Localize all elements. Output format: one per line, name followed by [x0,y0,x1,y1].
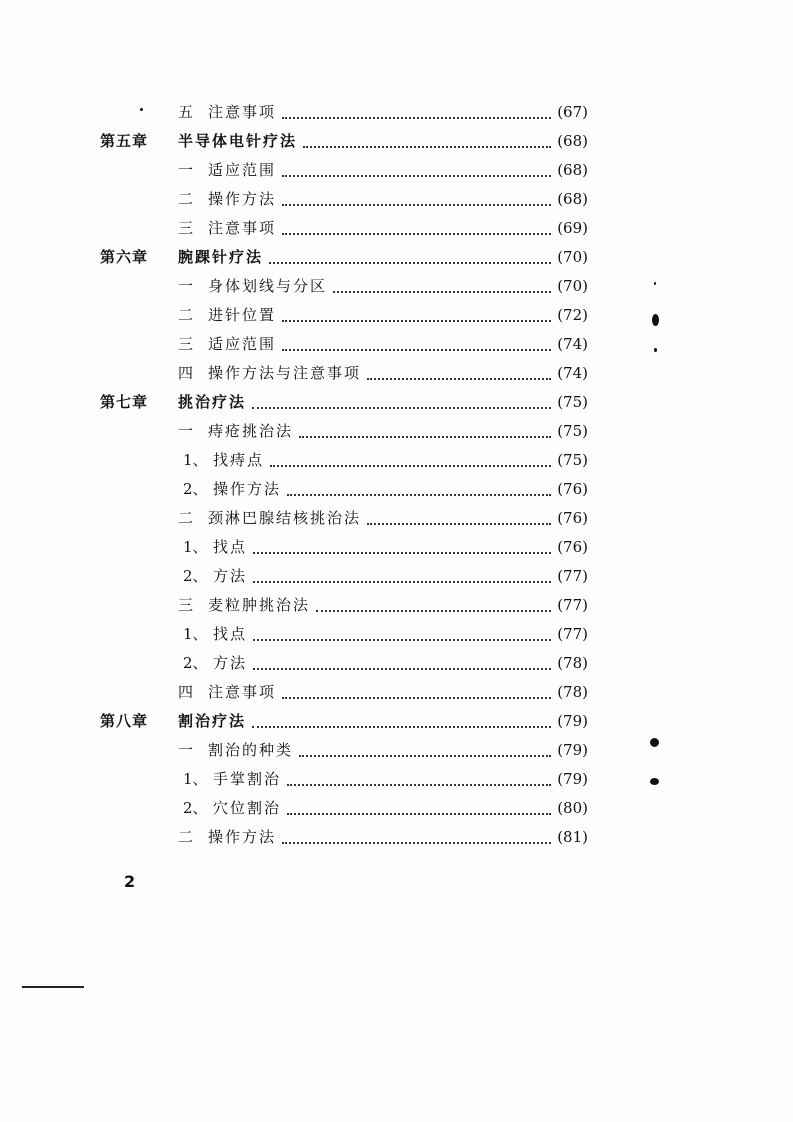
dot-leader [252,724,551,728]
dot-leader [287,811,551,815]
entry-page: (77) [557,625,588,643]
entry-page: (74) [557,364,588,382]
entry-number: 一 [178,741,194,759]
dot-leader [282,840,551,844]
scan-speck [650,738,659,747]
toc-row [0,330,793,359]
toc-entry[interactable] [178,330,588,359]
dot-leader [282,173,551,177]
toc-entry[interactable] [183,765,588,794]
toc-entry[interactable] [178,591,588,620]
toc-entry[interactable] [183,794,588,823]
entry-title: 痔疮挑治法 [208,422,294,440]
dot-leader [299,753,551,757]
entry-title: 注意事项 [208,103,277,121]
entry-number: 一 [178,422,194,440]
toc-row [0,504,793,533]
table-of-contents [0,98,793,852]
entry-title: 麦粒肿挑治法 [208,596,311,614]
entry-page: (78) [557,683,588,701]
toc-entry[interactable] [178,272,588,301]
dot-leader [367,521,551,525]
toc-entry[interactable] [178,707,588,736]
toc-row [0,591,793,620]
entry-title: 适应范围 [208,161,277,179]
entry-page: (67) [557,103,588,121]
scan-speck [650,778,659,785]
entry-number: 一 [178,161,194,179]
toc-entry[interactable] [178,185,588,214]
toc-row [0,736,793,765]
entry-title: 操作方法 [208,190,277,208]
scan-speck [140,108,143,111]
entry-number: 五 [178,103,194,121]
entry-page: (80) [557,799,588,817]
toc-row [0,156,793,185]
entry-page: (70) [557,277,588,295]
toc-entry[interactable] [178,388,588,417]
toc-row [0,765,793,794]
entry-number: 二 [178,306,194,324]
dot-leader [282,695,551,699]
entry-title: 找痔点 [213,451,265,469]
entry-title: 半导体电针疗法 [178,132,298,150]
toc-entry[interactable] [183,533,588,562]
toc-row [0,562,793,591]
entry-title: 进针位置 [208,306,277,324]
entry-page: (77) [557,596,588,614]
entry-title: 挑治疗法 [178,393,247,411]
chapter-label: 第八章 [100,712,149,730]
toc-row [0,98,793,127]
toc-row [0,243,793,272]
entry-title: 找点 [213,625,248,643]
toc-row [0,707,793,736]
dot-leader [287,782,551,786]
entry-page: (79) [557,770,588,788]
entry-page: (72) [557,306,588,324]
entry-title: 操作方法与注意事项 [208,364,362,382]
entry-number: 三 [178,219,194,237]
entry-number: 2、 [183,480,208,498]
toc-row [0,823,793,852]
toc-entry[interactable] [183,562,588,591]
chapter-label: 第六章 [100,248,149,266]
toc-row [0,475,793,504]
entry-number: 二 [178,190,194,208]
dot-leader [282,202,551,206]
scan-line-mark [22,986,84,988]
entry-title: 适应范围 [208,335,277,353]
toc-entry[interactable] [178,301,588,330]
toc-row [0,272,793,301]
dot-leader [269,260,551,264]
entry-number: 一 [178,277,194,295]
toc-entry[interactable] [178,156,588,185]
toc-entry[interactable] [178,417,588,446]
toc-row [0,446,793,475]
entry-number: 四 [178,683,194,701]
toc-entry[interactable] [178,678,588,707]
page-number: 2 [124,872,136,891]
scan-speck [654,348,657,352]
entry-number: 2、 [183,567,208,585]
entry-page: (81) [557,828,588,846]
dot-leader [282,347,551,351]
toc-row [0,301,793,330]
entry-page: (76) [557,538,588,556]
dot-leader [270,463,551,467]
entry-title: 方法 [213,654,248,672]
entry-number: 1、 [183,625,208,643]
dot-leader [282,115,551,119]
entry-title: 颈淋巴腺结核挑治法 [208,509,362,527]
toc-entry[interactable] [178,243,588,272]
entry-title: 腕踝针疗法 [178,248,264,266]
entry-title: 身体划线与分区 [208,277,328,295]
toc-row [0,417,793,446]
entry-page: (74) [557,335,588,353]
scan-speck [654,282,656,285]
entry-title: 操作方法 [213,480,282,498]
dot-leader [253,579,551,583]
entry-title: 穴位割治 [213,799,282,817]
dot-leader [253,550,551,554]
entry-number: 1、 [183,451,208,469]
entry-title: 操作方法 [208,828,277,846]
toc-entry[interactable] [178,736,588,765]
entry-number: 三 [178,335,194,353]
dot-leader [253,637,551,641]
toc-row [0,127,793,156]
toc-entry[interactable] [183,475,588,504]
entry-page: (77) [557,567,588,585]
entry-page: (68) [557,132,588,150]
entry-number: 三 [178,596,194,614]
dot-leader [287,492,551,496]
entry-page: (70) [557,248,588,266]
entry-page: (75) [557,422,588,440]
toc-row [0,533,793,562]
dot-leader [367,376,551,380]
toc-row [0,359,793,388]
entry-number: 2、 [183,799,208,817]
entry-page: (76) [557,480,588,498]
dot-leader [282,318,551,322]
chapter-label: 第五章 [100,132,149,150]
toc-row [0,649,793,678]
entry-page: (75) [557,393,588,411]
chapter-label: 第七章 [100,393,149,411]
scan-speck [652,314,659,326]
toc-row [0,214,793,243]
entry-number: 1、 [183,770,208,788]
dot-leader [316,608,551,612]
entry-page: (76) [557,509,588,527]
toc-entry[interactable] [178,127,588,156]
entry-title: 方法 [213,567,248,585]
dot-leader [282,231,551,235]
entry-page: (79) [557,712,588,730]
toc-row [0,185,793,214]
dot-leader [333,289,551,293]
toc-entry[interactable] [178,98,588,127]
entry-number: 二 [178,828,194,846]
dot-leader [252,405,551,409]
entry-title: 注意事项 [208,683,277,701]
toc-entry[interactable] [178,823,588,852]
entry-title: 割治疗法 [178,712,247,730]
toc-entry[interactable] [178,214,588,243]
entry-page: (69) [557,219,588,237]
toc-entry[interactable] [178,359,588,388]
entry-number: 2、 [183,654,208,672]
entry-title: 找点 [213,538,248,556]
dot-leader [299,434,551,438]
entry-number: 二 [178,509,194,527]
entry-title: 割治的种类 [208,741,294,759]
toc-row [0,794,793,823]
entry-page: (75) [557,451,588,469]
toc-row [0,388,793,417]
toc-entry[interactable] [178,504,588,533]
entry-number: 1、 [183,538,208,556]
entry-title: 注意事项 [208,219,277,237]
entry-page: (68) [557,161,588,179]
entry-number: 四 [178,364,194,382]
toc-row [0,678,793,707]
dot-leader [303,144,551,148]
dot-leader [253,666,551,670]
entry-page: (68) [557,190,588,208]
entry-page: (78) [557,654,588,672]
toc-entry[interactable] [183,649,588,678]
toc-entry[interactable] [183,446,588,475]
toc-row [0,620,793,649]
toc-entry[interactable] [183,620,588,649]
entry-title: 手掌割治 [213,770,282,788]
entry-page: (79) [557,741,588,759]
